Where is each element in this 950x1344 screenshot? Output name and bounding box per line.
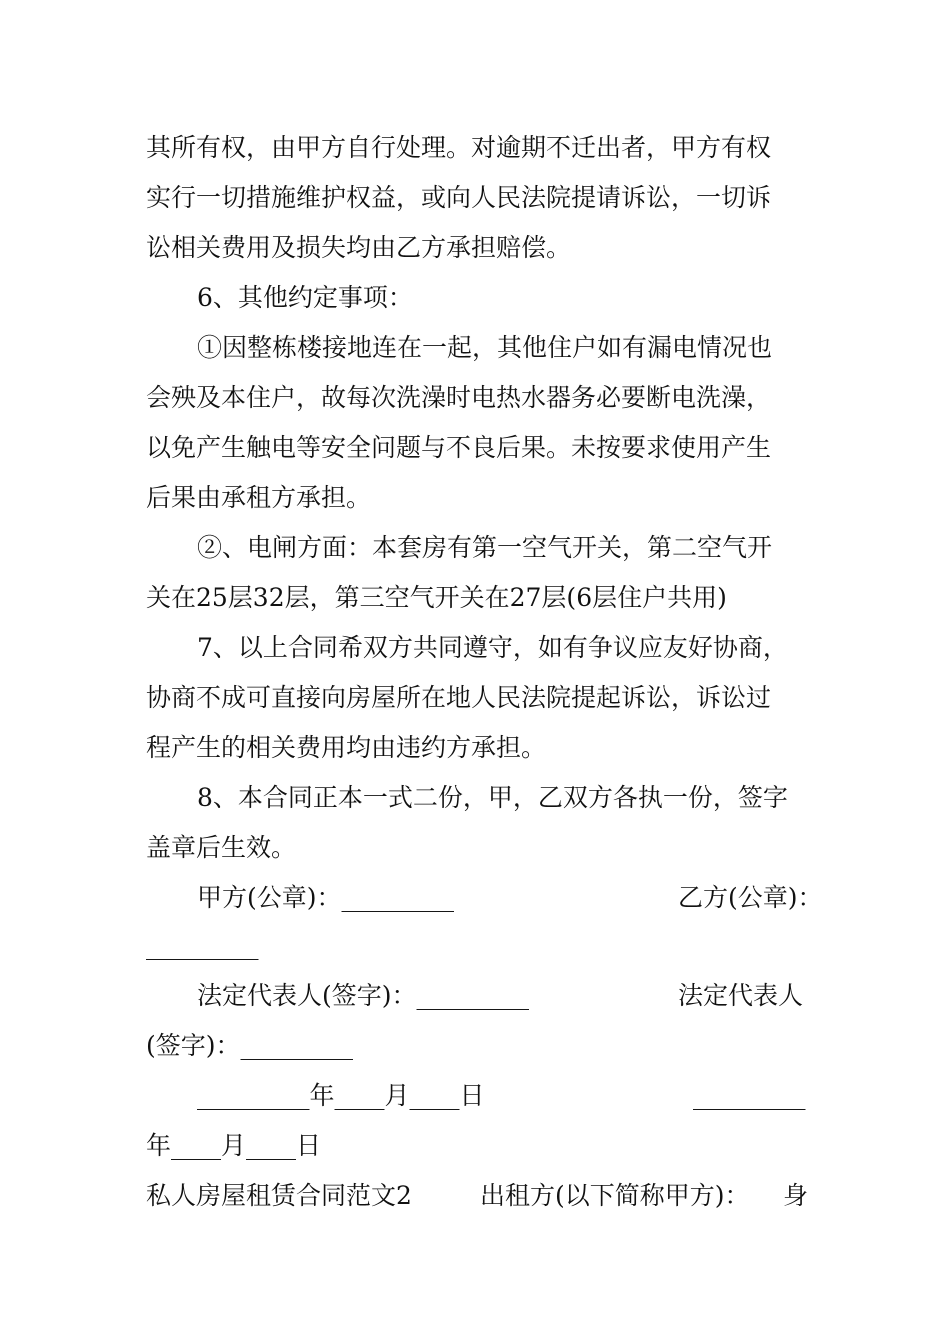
paragraph-line: 程产生的相关费用均由违约方承担。	[146, 733, 547, 762]
id-label-fragment: 身	[783, 1181, 809, 1210]
paragraph-line: ①因整栋楼接地连在一起，其他住户如有漏电情况也	[197, 333, 773, 362]
paragraph-line: 关在25层32层，第三空气开关在27层(6层住户共用)	[146, 583, 727, 612]
date-party-b-blank: _________	[693, 1081, 806, 1110]
paragraph-line: 实行一切措施维护权益，或向人民法院提请诉讼，一切诉	[146, 183, 772, 212]
paragraph-line: 后果由承租方承担。	[146, 483, 372, 512]
paragraph-line: 以免产生触电等安全问题与不良后果。未按要求使用产生	[146, 433, 772, 462]
paragraph-line: 8、本合同正本一式二份，甲，乙双方各执一份，签字	[197, 783, 788, 812]
paragraph-line: ②、电闸方面：本套房有第一空气开关，第二空气开	[197, 533, 773, 562]
party-a-representative: 法定代表人(签字)：_________	[197, 981, 530, 1010]
date-party-b: 年____月____日	[146, 1131, 322, 1160]
lessor-label: 出租方(以下简称甲方)：	[480, 1181, 750, 1210]
party-a-seal: 甲方(公章)：_________	[197, 883, 455, 912]
date-party-a: _________年____月____日	[197, 1081, 485, 1110]
party-b-representative-signature: (签字)：_________	[146, 1031, 354, 1060]
party-b-seal: 乙方(公章)：	[678, 883, 823, 912]
party-b-representative: 法定代表人	[678, 981, 804, 1010]
paragraph-line: 7、以上合同希双方共同遵守，如有争议应友好协商，	[197, 633, 788, 662]
paragraph-line: 协商不成可直接向房屋所在地人民法院提起诉讼，诉讼过	[146, 683, 772, 712]
paragraph-line: 其所有权，由甲方自行处理。对逾期不迁出者，甲方有权	[146, 133, 772, 162]
paragraph-line: 会殃及本住户，故每次洗澡时电热水器务必要断电洗澡，	[146, 383, 772, 412]
paragraph-line: 讼相关费用及损失均由乙方承担赔偿。	[146, 233, 572, 262]
paragraph-line: 盖章后生效。	[146, 833, 297, 862]
clause-heading: 6、其他约定事项：	[197, 283, 413, 312]
document-title: 私人房屋租赁合同范文2	[146, 1181, 412, 1210]
party-b-seal-blank: _________	[146, 931, 259, 960]
